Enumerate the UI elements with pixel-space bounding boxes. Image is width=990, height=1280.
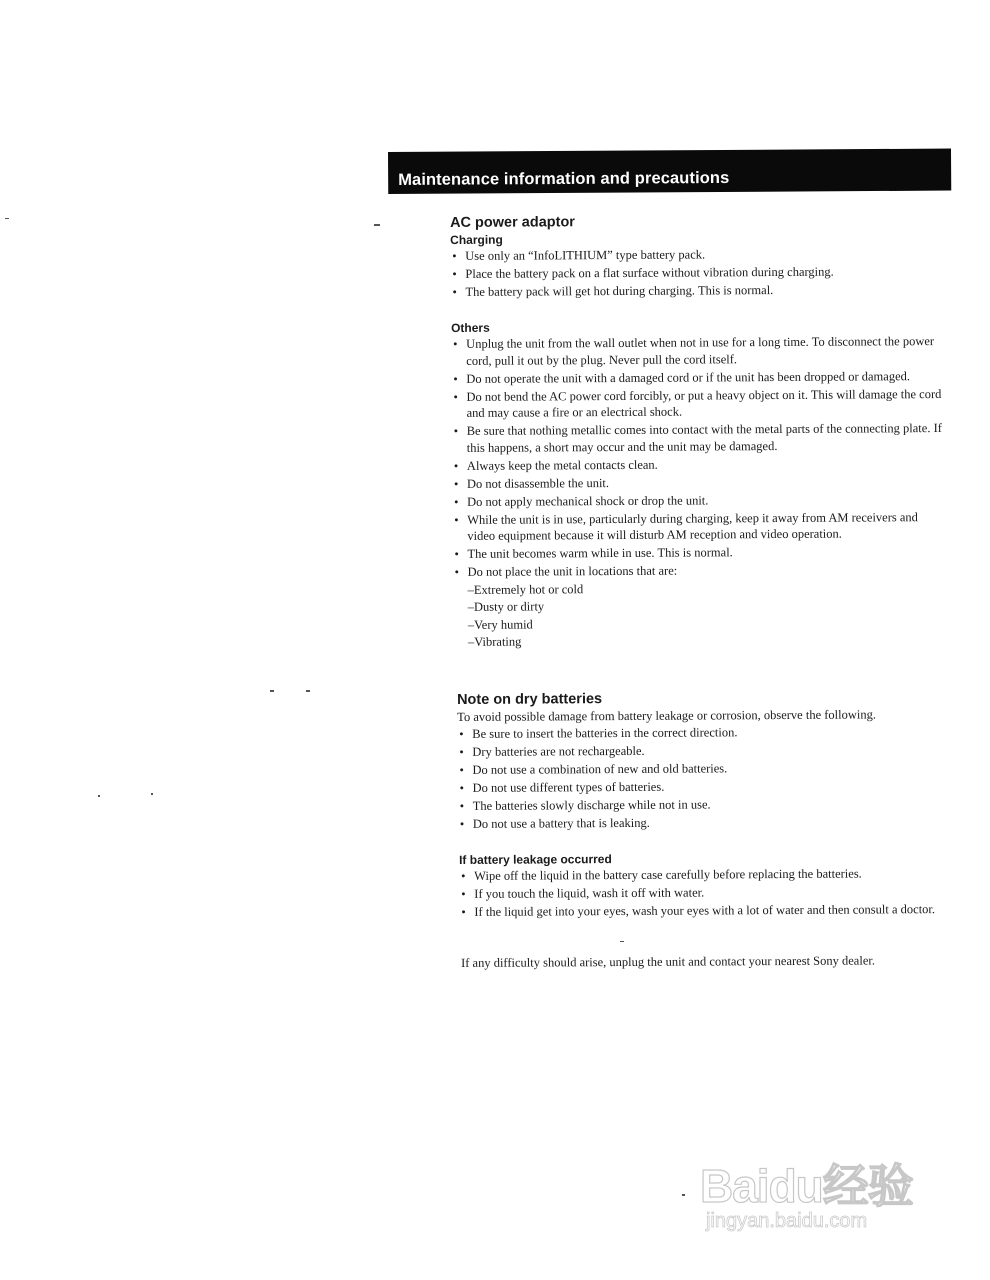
location-item: – Very humid — [468, 613, 945, 633]
list-item: • Do not apply mechanical shock or drop the unit. — [452, 490, 944, 510]
list-item: • Place the battery pack on a flat surface without vibration during charging. — [450, 263, 950, 283]
locations-intro: Do not place the unit in locations that are: — [467, 563, 678, 579]
list-item: • Wipe off the liquid in the battery case carefully before replacing the batteries. — [459, 865, 959, 885]
ac-power-heading: AC power adaptor — [450, 214, 575, 231]
list-item: • Do not disassemble the unit. — [452, 472, 944, 492]
list-item: • Always keep the metal contacts clean. — [452, 454, 944, 474]
dry-batteries-heading: Note on dry batteries — [457, 691, 603, 708]
location-item: – Extremely hot or cold — [468, 578, 945, 598]
list-item: • The batteries slowly discharge while not in use. — [458, 795, 948, 814]
list-item: • If you touch the liquid, wash it off with water. — [459, 883, 959, 903]
dry-batteries-intro: To avoid possible damage from battery leakage or corrosion, observe the following. — [457, 707, 876, 724]
section-title: Maintenance information and precautions — [398, 168, 730, 189]
footer-section — [461, 952, 951, 972]
section-header-bar — [388, 149, 951, 194]
list-item: • The unit becomes warm while in use. This is normal. — [452, 543, 944, 563]
location-item: – Dusty or dirty — [468, 596, 945, 616]
charging-list — [450, 245, 950, 301]
scan-speck — [5, 218, 9, 219]
scan-speck — [682, 1194, 685, 1196]
list-item: • Do not bend the AC power cord forcibly, or put a heavy object on it. This will damage the cord and may cause a fire or an electrical shock. — [451, 385, 943, 421]
footer-note: If any difficulty should arise, unplug the unit and contact your nearest Sony dealer. — [461, 953, 875, 970]
leakage-list — [459, 865, 959, 921]
list-item: • Do not operate the unit with a damaged cord or if the unit has been dropped or damaged. — [451, 367, 943, 387]
list-item: • Do not use a combination of new and old batteries. — [457, 759, 947, 778]
list-item: • If the liquid get into your eyes, wash your eyes with a lot of water and then consult a doctor. — [459, 901, 959, 921]
locations-list — [468, 578, 945, 651]
list-item: • While the unit is in use, particularly during charging, keep it away from AM receivers and video equipment because it will disturb AM reception and video operation. — [452, 508, 944, 544]
scan-speck — [270, 690, 274, 692]
list-item: • Use only an “InfoLITHIUM” type battery pack. — [450, 245, 950, 265]
list-item: • Unplug the unit from the wall outlet when not in use for a long time. To disconnect the power cord, pull it out by the plug. Never pull the cord itself. — [451, 333, 943, 369]
location-item: – Vibrating — [468, 631, 945, 651]
others-section — [451, 317, 945, 653]
ac-power-section — [450, 211, 951, 302]
dry-batteries-list — [457, 723, 948, 832]
others-list — [451, 333, 945, 651]
list-item: • The battery pack will get hot during charging. This is normal. — [450, 281, 950, 301]
list-item — [452, 561, 945, 652]
scan-speck — [151, 793, 153, 795]
leakage-heading: If battery leakage occurred — [459, 852, 612, 867]
scan-speck — [98, 795, 100, 797]
leakage-section — [459, 849, 959, 922]
baidu-watermark — [700, 1128, 970, 1248]
scan-speck — [306, 690, 310, 692]
charging-heading: Charging — [450, 232, 503, 247]
watermark-url: jingyan.baidu.com — [706, 1210, 868, 1232]
list-item: • Dry batteries are not rechargeable. — [457, 741, 947, 760]
list-item: • Do not use different types of batteries. — [458, 777, 948, 796]
scan-speck — [374, 224, 380, 226]
list-item: • Do not use a battery that is leaking. — [458, 813, 948, 832]
watermark-logo: Baidu经验 — [700, 1160, 913, 1212]
scan-speck — [620, 941, 624, 942]
list-item: • Be sure to insert the batteries in the correct direction. — [457, 723, 947, 742]
dry-batteries-section — [457, 688, 948, 834]
others-heading: Others — [451, 320, 490, 335]
list-item: • Be sure that nothing metallic comes into contact with the metal parts of the connecting plate. If this happens, a short may occur and the unit may be damaged. — [452, 420, 944, 456]
